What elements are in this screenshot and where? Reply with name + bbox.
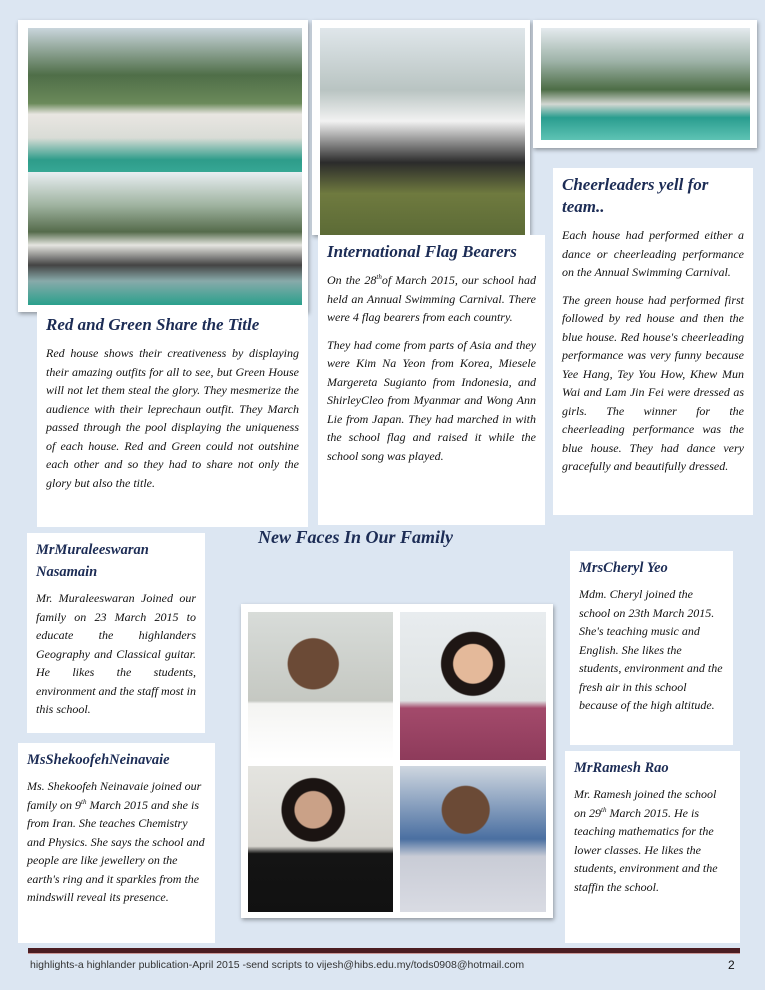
superscript: th <box>376 273 382 281</box>
photo-frame-pool <box>533 20 757 148</box>
article-red-green <box>37 308 308 527</box>
photo-flag-bearers <box>320 28 525 235</box>
article-body: Red house shows their creativeness by displaying their amazing outfits for all to see, but Green House will not let them steal the glory. They mesmerize the audience with their leprechaun outfit. They March passed through the pool displaying the uniqueness of each house. Red and Green could not outshine each other and so they had to share not only the glory but also the title. <box>46 346 299 490</box>
text: of March 2015, our school had held an Annual Swimming Carnival. There were 4 flag bearers from each country. <box>327 273 536 324</box>
photo-frame-flag-bearers <box>312 20 530 235</box>
photo-frame-parade <box>18 20 308 312</box>
article-paragraph: They had come from parts of Asia and they were Kim Na Yeon from Korea, Miesele Margereta Sugianto from Indonesia, and ShirleyCleo from Myanmar and Wong Ann Lie from Japan. They had marched in with the school flag and raised it while the school song was played. <box>327 337 536 463</box>
text: March 2015 and she is from Iran. She teaches Chemistry and Physics. She says the school and people are like jewellery on the earth's ring and it sparkles from the mindswill reveal its presence. <box>27 797 205 904</box>
teacher-cheryl <box>570 551 733 745</box>
section-heading-new-faces: New Faces In Our Family <box>258 527 454 547</box>
article-paragraph <box>327 271 536 327</box>
teacher-name: MrMuraleeswaran Nasamain <box>36 542 149 580</box>
teacher-bio <box>27 777 206 907</box>
article-title: Cheerleaders yell for team.. <box>562 175 709 216</box>
footer-text: highlights-a highlander publication-April 2015 -send scripts to vijesh@hibs.edu.my/tods0908@hotmail.com <box>30 959 525 971</box>
photo-flag-march <box>28 172 302 305</box>
teacher-name: MsShekoofehNeinavaie <box>27 752 170 768</box>
text: March 2015. He is teaching mathematics for the lower classes. He likes the students, environment and the staffin the school. <box>574 805 718 894</box>
teacher-bio: Mdm. Cheryl joined the school on 23th March 2015. She's teaching music and English. She likes the students, environment and the fresh air in this school because of the high altitude. <box>579 587 723 712</box>
teacher-photo-grid <box>241 604 553 918</box>
photo-teacher-ramesh <box>400 766 546 912</box>
article-flag-bearers <box>318 235 545 525</box>
article-cheerleaders <box>553 168 753 515</box>
superscript: th <box>81 797 87 806</box>
article-title: International Flag Bearers <box>327 242 517 261</box>
page-number: 2 <box>728 958 735 972</box>
text: On the 28 <box>327 273 377 287</box>
photo-pool <box>541 28 750 140</box>
photo-teacher-shekoofeh <box>248 766 393 912</box>
teacher-name: MrsCheryl Yeo <box>579 560 668 576</box>
photo-teacher-cheryl <box>400 612 546 760</box>
teacher-muraleeswaran <box>27 533 205 733</box>
article-paragraph: Each house had performed either a dance or cheerleading performance on the Annual Swimming Carnival. <box>562 228 744 279</box>
text: Mr. Ramesh joined the school on 29 <box>574 787 717 820</box>
article-paragraph: The green house had performed first followed by red house and then the blue house. Red house's cheerleading performance was very funny because Yee Hang, Tey You How, Khew Mun Wai and Lam Jin Fei were dressed as girls. The winner for the cheerleading performance was the blue house. They had dance very gracefully and beautifully dressed. <box>562 292 744 473</box>
photo-teacher-muraleeswaran <box>248 612 393 760</box>
footer-divider <box>28 948 740 954</box>
teacher-bio: Mr. Muraleeswaran Joined our family on 23 March 2015 to educate the highlanders Geography and Classical guitar. He likes the students, environment and the staff most in this school. <box>36 591 196 716</box>
teacher-bio <box>574 785 731 896</box>
superscript: th <box>601 805 607 814</box>
teacher-name: MrRamesh Rao <box>574 760 669 776</box>
text: Ms. Shekoofeh Neinavaie joined our family on 9 <box>27 779 202 812</box>
teacher-shekoofeh <box>18 743 215 943</box>
photo-house-parade <box>28 28 302 185</box>
article-title: Red and Green Share the Title <box>46 315 260 334</box>
teacher-ramesh <box>565 751 740 943</box>
